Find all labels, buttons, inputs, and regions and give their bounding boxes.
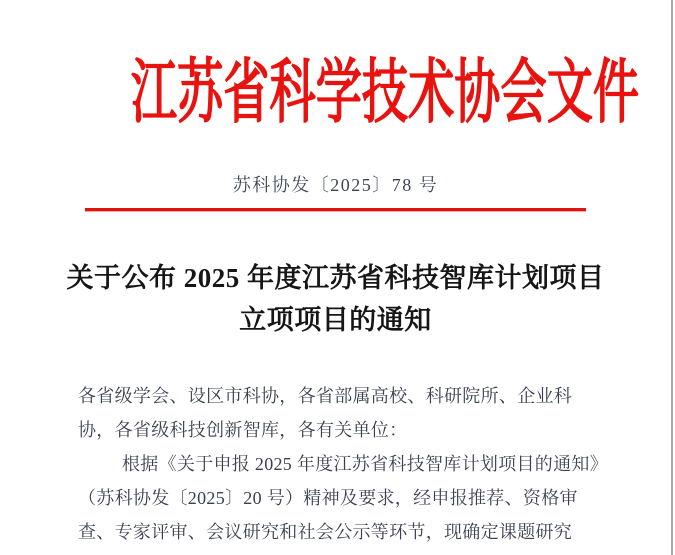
letterhead: [0, 48, 671, 140]
doc-title: [0, 257, 671, 341]
red-divider-rule: [85, 208, 586, 211]
body-line: 根据《关于申报 2025 年度江苏省科技智库计划项目的通知》: [122, 454, 608, 474]
doc-title-line-1: 关于公布 2025 年度江苏省科技智库计划项目: [66, 263, 605, 293]
doc-number: 苏科协发〔2025〕78 号: [232, 175, 439, 195]
body-line: 协，各省级科技创新智库，各有关单位：: [78, 420, 408, 440]
body-line: （苏科协发〔2025〕20 号）精神及要求，经申报推荐、资格审: [78, 488, 578, 508]
letterhead-org-title: 江苏省科学技术协会文件: [130, 55, 640, 132]
body-line: 查、专家评审、会议研究和社会公示等环节，现确定课题研究: [78, 522, 573, 542]
body-line: 各省级学会、设区市科协，各省部属高校、科研院所、企业科: [78, 386, 573, 406]
doc-body: [78, 379, 608, 549]
page-edge-line: [671, 0, 673, 555]
doc-title-line-2: 立项项目的通知: [239, 305, 432, 335]
